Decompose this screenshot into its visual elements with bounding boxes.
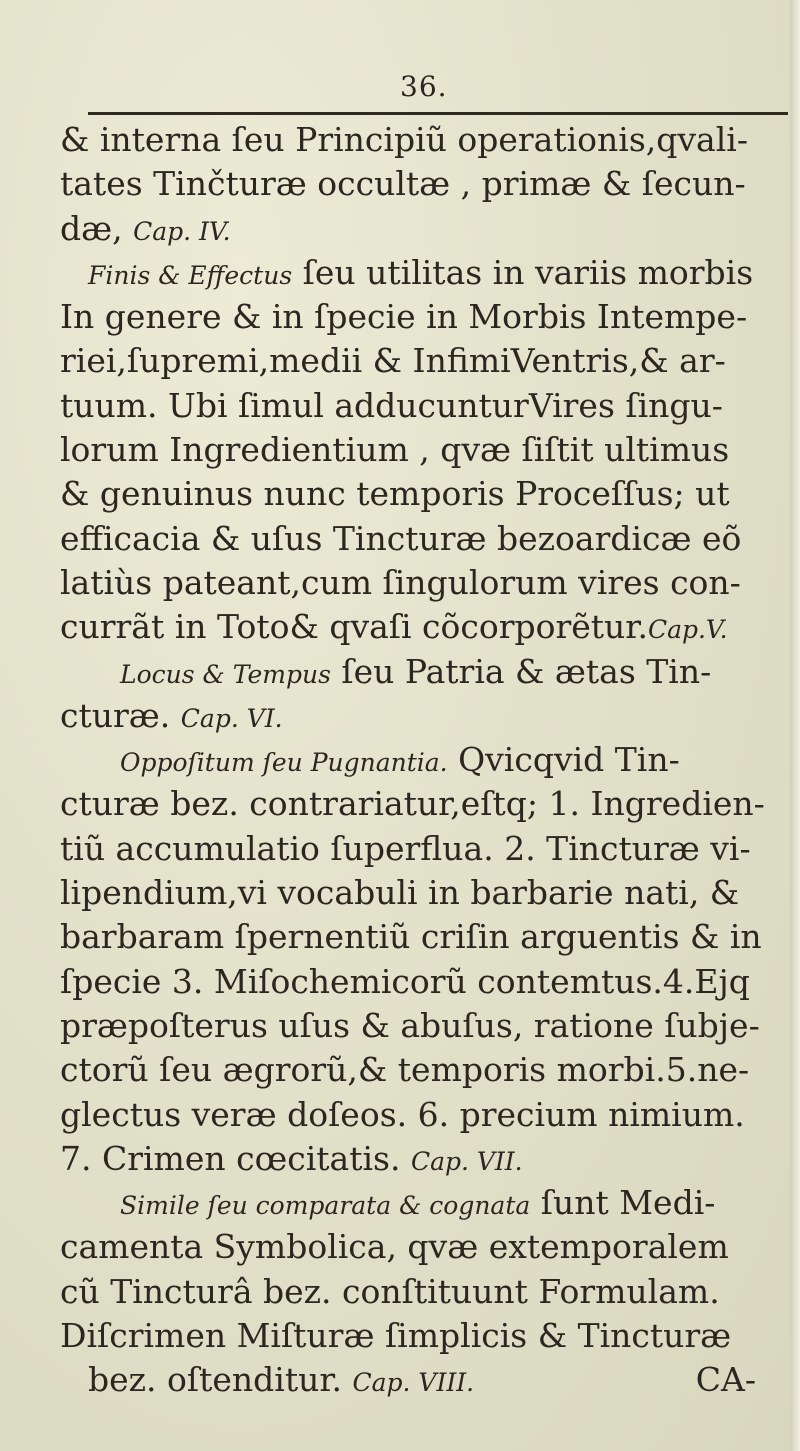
line-text: ſeu utilitas in variis morbis: [292, 252, 754, 292]
chapter-ref: Cap. VI.: [180, 703, 283, 733]
text-line: [60, 827, 776, 871]
line-text: camenta Symbolica, qvæ extemporalem: [60, 1227, 729, 1267]
text-line: [60, 251, 776, 295]
line-text: ctorũ ſeu ægrorũ,& temporis morbi.5.ne-: [60, 1050, 750, 1090]
text-line: [60, 1225, 776, 1269]
section-heading: Simile ſeu comparata & cognata: [120, 1191, 531, 1221]
text-line: [60, 339, 776, 383]
line-text: barbaram ſpernentiũ criſin arguentis & in: [60, 917, 762, 957]
line-text: ſunt Medi-: [530, 1183, 716, 1223]
text-line: [60, 561, 776, 605]
text-line: [60, 472, 776, 516]
line-text: lorum Ingredientium , qvæ ſiſtit ultimus: [60, 430, 730, 470]
text-line: [60, 207, 776, 251]
section-heading: Finis & Effectus: [88, 260, 293, 290]
line-text: cturæ.: [60, 695, 181, 735]
text-line: [60, 738, 776, 782]
line-text: & interna ſeu Principiũ operationis,qvali-: [60, 120, 748, 159]
text-line: [60, 1270, 776, 1314]
text-line: [60, 428, 776, 472]
section-heading: Oppoſitum ſeu Pugnantia.: [120, 748, 448, 778]
text-line: [60, 1181, 776, 1225]
text-line: [60, 1137, 776, 1181]
text-line: [60, 118, 776, 162]
text-line: [60, 517, 776, 561]
text-line: [60, 1004, 776, 1048]
line-text: & genuinus nunc temporis Proceſſus; ut: [60, 474, 730, 514]
line-text: tuum. Ubi ſimul adducunturVires ſingu-: [60, 385, 723, 425]
line-text: cturæ bez. contrariatur,eſtq; 1. Ingredien-: [60, 784, 765, 824]
text-line: [60, 871, 776, 915]
text-line: [60, 960, 776, 1004]
catchword: CA-: [695, 1360, 756, 1400]
text-line: [60, 605, 776, 649]
line-text: Qvicqvid Tin-: [447, 740, 680, 780]
line-text: Diſcrimen Miſturæ ſimplicis & Tincturæ: [60, 1316, 732, 1356]
text-line: [60, 295, 776, 339]
line-text: lipendium,vi vocabuli in barbarie nati, &: [60, 873, 740, 913]
line-text: ſpecie 3. Miſochemicorũ contemtus.4.Ejq: [60, 961, 750, 1001]
text-line: [60, 384, 776, 428]
line-text: dæ,: [60, 208, 134, 248]
text-line: [60, 1048, 776, 1092]
line-text: efficacia & uſus Tincturæ bezoardicæ eõ: [60, 518, 742, 558]
header-rule: [88, 112, 788, 115]
text-line: [60, 1093, 776, 1137]
line-text: tates Tinčturæ occultæ , primæ & ſecun-: [60, 164, 746, 204]
text-line: [60, 162, 776, 206]
line-text: 7. Crimen cœcitatis.: [60, 1138, 411, 1178]
line-text: latiùs pateant,cum ſingulorum vires con-: [60, 562, 741, 602]
text-line: [60, 1358, 776, 1402]
line-text: bez. oſtenditur.: [88, 1360, 353, 1400]
text-line: [60, 650, 776, 694]
line-text: ſeu Patria & ætas Tin-: [330, 651, 712, 691]
page-number: 36.: [400, 70, 448, 103]
chapter-ref: Cap.V.: [647, 615, 728, 645]
body-text: [60, 118, 776, 1403]
chapter-ref: Cap. IV.: [133, 216, 231, 246]
page-gutter: [790, 0, 800, 1451]
section-heading: Locus & Tempus: [120, 659, 331, 689]
chapter-ref: Cap. VIII.: [352, 1368, 475, 1398]
line-text: In genere & in ſpecie in Morbis Intempe-: [60, 297, 748, 337]
text-line: [60, 915, 776, 959]
text-line: [60, 782, 776, 826]
line-text: præpoſterus uſus & abuſus, ratione ſubje-: [60, 1005, 760, 1045]
chapter-ref: Cap. VII.: [410, 1146, 523, 1176]
line-text: glectus veræ doſeos. 6. precium nimium.: [60, 1094, 745, 1134]
line-text: riei,ſupremi,medii & InfimiVentris,& ar-: [60, 341, 726, 381]
text-line: [60, 1314, 776, 1358]
line-text: cũ Tincturâ bez. conſtituunt Formulam.: [60, 1271, 720, 1311]
line-text: tiũ accumulatio ſuperflua. 2. Tincturæ vi-: [60, 828, 751, 868]
text-line: [60, 694, 776, 738]
line-text: currãt in Toto& qvaſi cõcorporẽtur.: [60, 607, 648, 647]
